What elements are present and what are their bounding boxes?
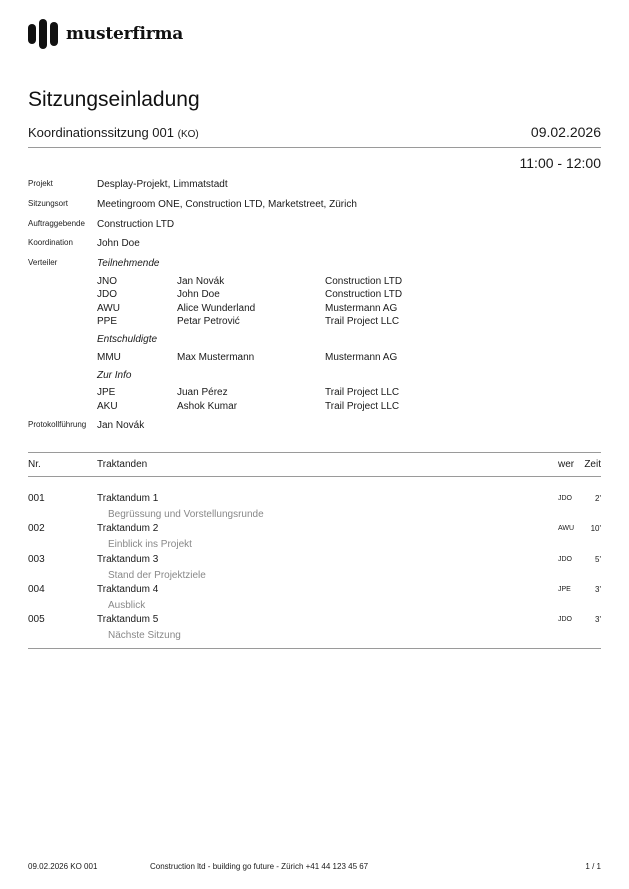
person-name: Jan Novák: [177, 276, 225, 287]
agenda-title: Traktandum 5: [97, 614, 159, 625]
agenda-who: AWU: [558, 525, 575, 532]
meeting-name: Koordinationssitzung 001: [28, 125, 174, 140]
person-org: Construction LTD: [325, 289, 403, 300]
person-org: Construction LTD: [325, 276, 403, 287]
agenda-title: Traktandum 2: [97, 523, 159, 534]
agenda-nr: 001: [28, 493, 45, 504]
meta-label: Verteiler: [28, 258, 58, 267]
agenda-time: 2': [595, 494, 601, 503]
document-title: Sitzungseinladung: [28, 88, 200, 111]
person-name: Alice Wunderland: [177, 303, 256, 314]
agenda-time: 3': [595, 615, 601, 624]
meta-value: Meetingroom ONE, Construction LTD, Marketstreet, Zürich: [97, 199, 357, 210]
col-header-zeit: Zeit: [584, 459, 601, 470]
col-header-traktanden: Traktanden: [97, 459, 148, 470]
footer-doc-ref: 09.02.2026 KO 001: [28, 862, 98, 871]
meeting-time: 11:00 - 12:00: [519, 155, 601, 171]
person-org: Trail Project LLC: [325, 401, 400, 412]
table-row: [28, 554, 601, 584]
meta-label: Auftraggebende: [28, 219, 85, 228]
meta-label: Projekt: [28, 179, 53, 188]
subtitle-row: [28, 124, 601, 140]
agenda-time: 5': [595, 555, 601, 564]
agenda-desc: Nächste Sitzung: [108, 630, 181, 641]
agenda-who: JDO: [558, 495, 572, 502]
meta-label: Sitzungsort: [28, 199, 69, 208]
agenda-title: Traktandum 4: [97, 584, 159, 595]
divider: [28, 452, 601, 453]
col-header-nr: Nr.: [28, 459, 41, 470]
person-org: Trail Project LLC: [325, 387, 400, 398]
agenda-who: JDO: [558, 556, 572, 563]
meta-value: Desplay-Projekt, Limmatstadt: [97, 179, 228, 190]
divider: [28, 648, 601, 649]
meeting-abbr: (KO): [177, 129, 199, 140]
entschuldigte-heading: Entschuldigte: [97, 334, 158, 345]
agenda-who: JDO: [558, 616, 572, 623]
zurinfo-heading: Zur Info: [97, 370, 132, 381]
meta-value: Jan Novák: [97, 420, 145, 431]
agenda-who: JPE: [558, 586, 571, 593]
person-abbr: JPE: [97, 387, 116, 398]
meta-value: Construction LTD: [97, 219, 175, 230]
agenda-desc: Stand der Projektziele: [108, 570, 206, 581]
table-row: [28, 584, 601, 614]
agenda-time: 10': [590, 524, 601, 533]
meta-value: John Doe: [97, 238, 140, 249]
meeting-subtitle: [28, 125, 199, 140]
person-name: Max Mustermann: [177, 352, 255, 363]
logo-mark-icon: [28, 19, 58, 49]
person-abbr: JDO: [97, 289, 117, 300]
agenda-title: Traktandum 1: [97, 493, 159, 504]
agenda-desc: Einblick ins Projekt: [108, 539, 192, 550]
person-abbr: MMU: [97, 352, 121, 363]
divider: [28, 476, 601, 477]
person-name: Ashok Kumar: [177, 401, 238, 412]
teilnehmende-heading: Teilnehmende: [97, 258, 160, 269]
person-name: Petar Petrović: [177, 316, 240, 327]
divider: [28, 147, 601, 148]
logo-text: musterfirma: [66, 24, 184, 44]
person-abbr: PPE: [97, 316, 118, 327]
agenda-desc: Ausblick: [108, 600, 146, 611]
agenda-title: Traktandum 3: [97, 554, 159, 565]
person-abbr: AWU: [97, 303, 120, 314]
agenda-nr: 005: [28, 614, 45, 625]
agenda-nr: 002: [28, 523, 45, 534]
footer-company: Construction ltd - building go future - Zürich +41 44 123 45 67: [150, 862, 369, 871]
agenda-nr: 003: [28, 554, 45, 565]
person-org: Trail Project LLC: [325, 316, 400, 327]
person-abbr: AKU: [97, 401, 118, 412]
company-logo: [28, 18, 183, 50]
col-header-wer: wer: [558, 459, 575, 470]
meta-label: Protokollführung: [28, 420, 87, 429]
agenda-desc: Begrüssung und Vorstellungsrunde: [108, 509, 264, 520]
table-row: [28, 493, 601, 523]
agenda-nr: 004: [28, 584, 45, 595]
person-org: Mustermann AG: [325, 303, 398, 314]
person-abbr: JNO: [97, 276, 117, 287]
person-name: Juan Pérez: [177, 387, 228, 398]
agenda-time: 3': [595, 585, 601, 594]
meeting-date: 09.02.2026: [530, 124, 601, 140]
person-name: John Doe: [177, 289, 220, 300]
meta-label: Koordination: [28, 238, 73, 247]
table-row: [28, 523, 601, 553]
footer-page-number: 1 / 1: [585, 862, 601, 871]
person-org: Mustermann AG: [325, 352, 398, 363]
table-row: [28, 614, 601, 644]
